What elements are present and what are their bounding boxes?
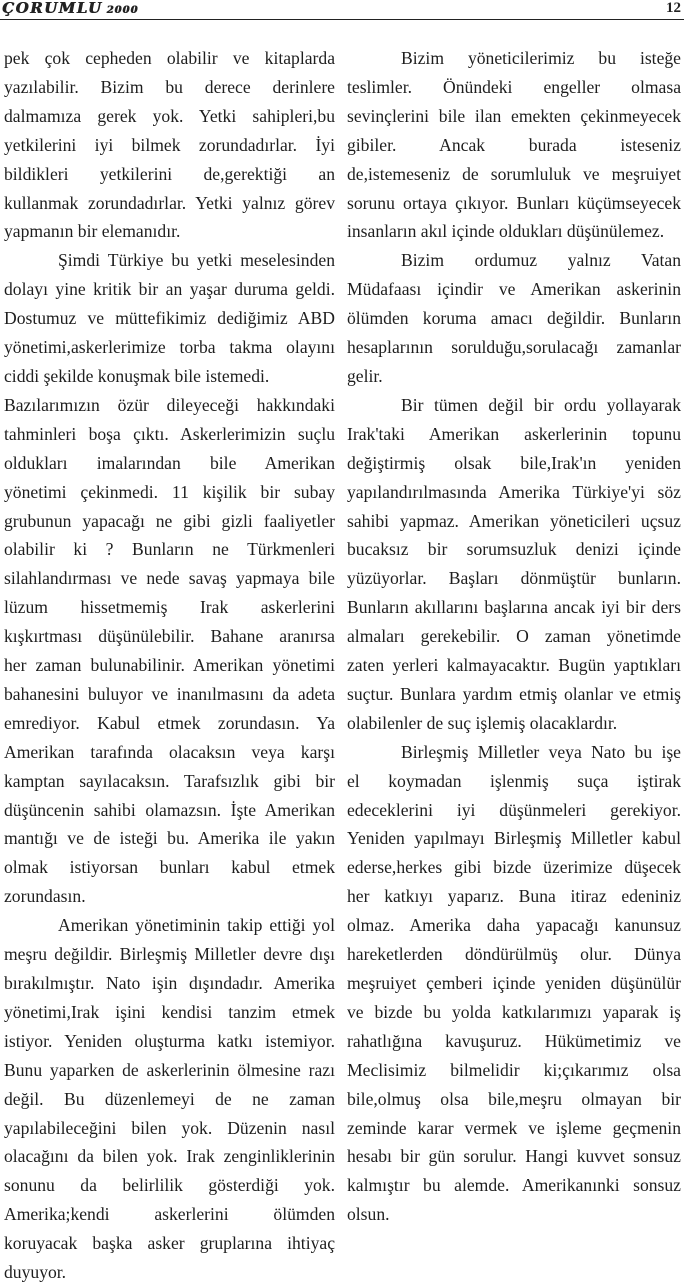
text-line: meşruiyet çemberi içinde yeniden düşünülür	[347, 973, 681, 993]
text-line: sonunu da belirlilik gösterdiği yok.	[4, 1175, 335, 1196]
text-line: bucaksız bir sorumsuzluk denizi içinde	[347, 539, 681, 560]
text-line: yapmanın bir elemanıdır.	[4, 221, 181, 242]
text-line: pek çok cepheden olabilir ve kitaplarda	[4, 48, 335, 68]
text-line: duyuyor.	[4, 1262, 67, 1283]
text-line: lüzum hissetmemiş Irak askerlerini	[4, 597, 335, 618]
text-line: ciddi şekilde konuşmak bile istemedi.	[4, 365, 270, 386]
text-line: her katkıyı yaparız. Buna itiraz edeniniz	[347, 886, 681, 907]
text-line: de,istemeseniz de sorumluluk ve meşruiyet	[347, 163, 681, 184]
text-line: sahibi yapmaz. Amerikan yöneticileri uçsuz	[347, 510, 681, 531]
text-line: zaten yerleri kalmayacaktır. Bugün yaptıkları	[347, 655, 681, 676]
right-column	[347, 44, 681, 1229]
text-line: ölümden koruma amacı değildir. Bunların	[347, 308, 681, 329]
text-line: yazılabilir. Bizim bu derece derinlere	[4, 76, 335, 97]
text-line: Bizim yöneticilerimiz bu isteğe	[401, 48, 681, 68]
text-line: insanların akıl içinde oldukları düşünülemez.	[347, 221, 665, 242]
masthead	[2, 0, 138, 17]
text-line: el koymadan işlenmiş suça iştirak	[347, 770, 681, 791]
text-line: Irak'taki Amerikan askerlerinin topunu	[347, 423, 681, 444]
text-line: bırakılmıştır. Nato işin dışındadır. Amerika	[4, 973, 335, 993]
text-line: dolayı yine kritik bir an yaşar duruma geldi.	[4, 279, 335, 300]
text-line: olacağını da bilen yok. Irak zenginliklerinin	[4, 1146, 335, 1167]
text-line: gibiler. Ancak burada isteseniz	[347, 134, 681, 155]
text-line: Yeniden yapılmayı Birleşmiş Milletler kabul	[347, 828, 681, 849]
text-line: Birleşmiş Milletler veya Nato bu işe	[401, 741, 681, 762]
text-line: olmak istiyorsan bunları kabul etmek	[4, 857, 335, 878]
text-line: Müdafaası içindir ve Amerikan askerinin	[347, 279, 681, 300]
text-line: oldukları imalarından bile Amerikan	[4, 452, 335, 473]
text-line: dalmamıza gerek yok. Yetki sahipleri,bu	[4, 105, 335, 126]
text-line: Amerikan yönetiminin takip ettiği yol	[58, 915, 335, 936]
text-line: koruyacak başka asker gruplarına ihtiyaç	[4, 1233, 335, 1254]
text-line: kalmıştır bu alemde. Amerikanınki sonsuz	[347, 1175, 681, 1196]
page-header	[0, 0, 684, 22]
text-line: bile,olmuş olsa bile,meşru olmayan bir	[347, 1088, 681, 1109]
text-line: değil. Bu düzenlemeyi de ne zaman	[4, 1088, 335, 1109]
text-line: hesabı bir gün sorulur. Hangi kuvvet sonsuz	[347, 1146, 681, 1167]
text-line: sorunu ortaya çıkıyor. Bunları küçümseyecek	[347, 192, 681, 213]
text-line: emrediyor. Kabul etmek zorundasın. Ya	[4, 712, 335, 733]
text-line: Bir tümen değil bir ordu yollayarak	[401, 394, 681, 415]
text-line: sevinçlerini bile ilan emekten çekinmeyecek	[347, 105, 681, 126]
text-line: kullanmak zorundadırlar. Yetki yalnız görev	[4, 192, 335, 213]
text-line: zeminde karar vermek ve işleme geçmenin	[347, 1117, 681, 1138]
text-line: Amerika;kendi askerlerini ölümden	[4, 1204, 335, 1225]
text-line: meşru değildir. Birleşmiş Milletler devre dışı	[4, 944, 335, 965]
text-line: yönetimi,askerlerimize torba takma olayını	[4, 337, 335, 358]
masthead-year: 2000	[106, 5, 139, 16]
text-line: olsun.	[347, 1204, 390, 1225]
text-line: almaları gerekebilir. O zaman yönetimde	[347, 626, 681, 647]
text-line: yapılandırılmasında Amerika Türkiye'yi söz	[347, 481, 681, 502]
text-line: rahatlığına kavuşuruz. Hükümetimiz ve	[347, 1030, 681, 1051]
text-line: bildikleri yetkilerini de,gerektiği an	[4, 163, 335, 184]
header-rule	[0, 19, 684, 20]
text-line: zorundasın.	[4, 886, 86, 907]
text-line: yetkilerini iyi bilmek zorundadırlar. İyi	[4, 134, 335, 155]
text-line: Meclisimiz bilmelidir ki;çıkarımız olsa	[347, 1059, 681, 1080]
text-line: grubunun yapacağı ne gibi gizli faaliyetler	[4, 510, 335, 531]
text-line: tahminleri boşa çıktı. Askerlerimizin suçlu	[4, 423, 335, 444]
page-number: 12	[666, 0, 681, 16]
masthead-title: ÇORUMLU	[2, 0, 103, 17]
text-line: hareketlerden döndürülmüş olur. Dünya	[347, 944, 681, 965]
text-line: düşüncenin sahibi olamazsın. İşte Amerikan	[4, 799, 335, 820]
text-line: olabilir ki ? Bunların ne Türkmenleri	[4, 539, 335, 560]
text-line: edeceklerini iyi düşünmeleri gerekiyor.	[347, 799, 681, 820]
text-line: istiyor. Yeniden oluşturma katkı istemiyor.	[4, 1030, 335, 1051]
text-line: yüzüyorlar. Başları dönmüştür bunların.	[347, 568, 681, 589]
text-line: Bazılarımızın özür dileyeceği hakkındaki	[4, 394, 335, 415]
text-line: hesaplarının sorulduğu,sorulacağı zamanlar	[347, 337, 681, 358]
text-line: her zaman bulunabilinir. Amerikan yönetimi	[4, 655, 335, 676]
text-line: silahlandırması ve nede savaş yapmaya bile	[4, 568, 335, 589]
text-line: kamptan sayılacaksın. Tarafsızlık gibi bir	[4, 770, 335, 791]
text-line: Amerikan tarafında olacaksın veya karşı	[4, 741, 335, 762]
text-line: mantığı ve de isteği bu. Amerika ile yakın	[4, 828, 335, 849]
text-line: yönetimi,Irak işini kendisi tanzim etmek	[4, 1001, 335, 1022]
text-line: teslimler. Önündeki engeller olmasa	[347, 76, 681, 97]
text-line: olmaz. Amerika daha yapacağı kanunsuz	[347, 915, 681, 936]
left-column	[4, 44, 335, 1287]
text-line: gelir.	[347, 365, 383, 386]
text-line: kışkırtması düşünülebilir. Bahane aranırsa	[4, 626, 335, 647]
text-line: olabilenler de suç işlemiş olacaklardır.	[347, 712, 618, 733]
text-line: Bunların akıllarını başlarına ancak iyi bir ders	[347, 597, 681, 618]
text-line: ederse,herkes gibi bizde üzerimize düşecek	[347, 857, 681, 878]
text-line: bahanesini buluyor ve inanılmasını da adeta	[4, 683, 335, 704]
text-line: değiştirmiş olsak bile,Irak'ın yeniden	[347, 452, 681, 473]
text-line: suçtur. Bunlara yardım etmiş olanlar ve etmiş	[347, 683, 681, 704]
text-line: Bunu yaparken de askerlerinin ölmesine razı	[4, 1059, 335, 1080]
text-line: yapılabileceğini bilen yok. Düzenin nasıl	[4, 1117, 335, 1138]
text-line: ve bizde bu yolda katkılarımızı yaparak iş	[347, 1001, 681, 1022]
text-line: Dostumuz ve müttefikimiz dediğimiz ABD	[4, 308, 335, 329]
text-line: Bizim ordumuz yalnız Vatan	[401, 250, 681, 271]
text-line: yönetimi çekinmedi. 11 kişilik bir subay	[4, 481, 335, 502]
text-line: Şimdi Türkiye bu yetki meselesinden	[58, 250, 335, 271]
